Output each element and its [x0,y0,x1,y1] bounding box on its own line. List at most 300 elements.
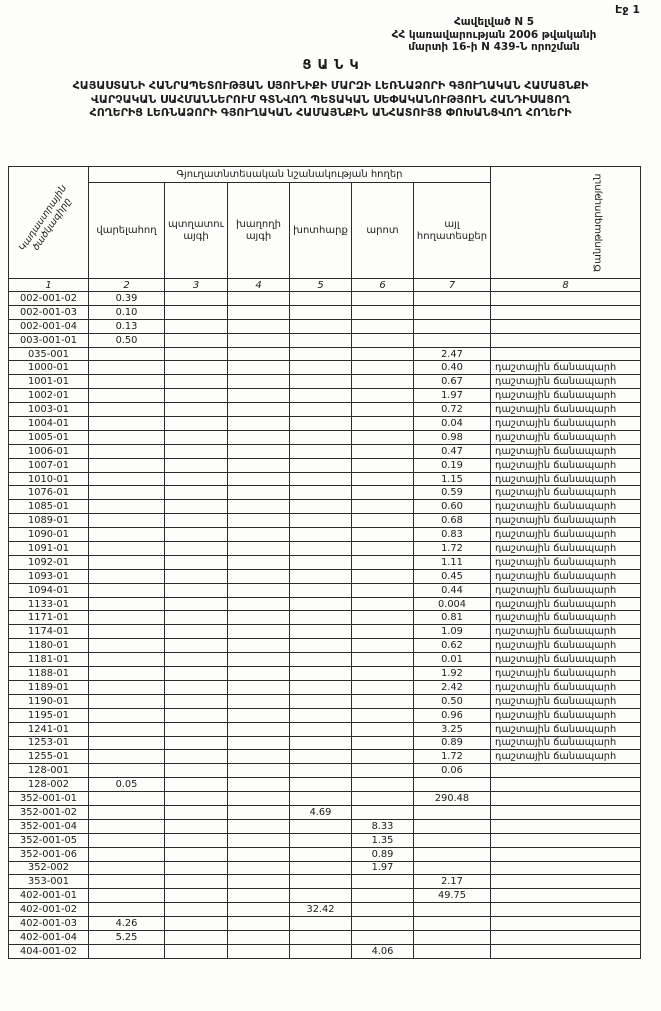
table-row [9,680,641,694]
note-cell [491,292,641,306]
table-row [9,694,641,708]
cadastral-code-cell: 1076-01 [9,486,89,500]
area-value-cell [165,708,228,722]
table-row [9,361,641,375]
cadastral-code-cell: 1255-01 [9,750,89,764]
cadastral-code-cell: 352-001-04 [9,819,89,833]
table-row [9,875,641,889]
table-row [9,597,641,611]
area-value-cell [414,861,491,875]
area-value-cell [290,528,352,542]
area-value-cell [290,403,352,417]
cadastral-code-cell: 1180-01 [9,639,89,653]
cadastral-code-cell: 1174-01 [9,625,89,639]
area-value-cell [89,847,165,861]
area-value-cell [352,319,414,333]
note-cell: դաշտային ճանապարհ [491,694,641,708]
note-cell [491,847,641,861]
area-value-cell [290,639,352,653]
area-value-cell [352,305,414,319]
area-value-cell [414,833,491,847]
cadastral-code-cell: 035-001 [9,347,89,361]
area-value-cell [165,722,228,736]
note-cell: դաշտային ճանապարհ [491,500,641,514]
area-value-cell [290,833,352,847]
area-value-cell [165,625,228,639]
area-value-cell: 0.72 [414,403,491,417]
note-cell [491,833,641,847]
note-cell: դաշտային ճանապարհ [491,361,641,375]
area-value-cell [352,625,414,639]
cadastral-code-cell: 1090-01 [9,528,89,542]
area-value-cell [165,528,228,542]
area-value-cell [165,555,228,569]
area-value-cell: 0.81 [414,611,491,625]
annex-reference-block [379,16,609,54]
column-number-3: 3 [165,279,228,292]
note-cell [491,319,641,333]
area-value-cell [228,653,290,667]
area-value-cell [165,542,228,556]
area-value-cell [352,903,414,917]
document-title: ՑԱՆԿ [302,58,365,73]
area-value-cell [352,361,414,375]
column-number-2: 2 [89,279,165,292]
area-value-cell [352,333,414,347]
cadastral-code-cell: 353-001 [9,875,89,889]
area-value-cell [228,430,290,444]
area-value-cell [228,889,290,903]
area-value-cell [290,458,352,472]
table-row [9,833,641,847]
area-value-cell [352,778,414,792]
document-subtitle [6,79,655,120]
column-number-7: 7 [414,279,491,292]
area-value-cell: 0.96 [414,708,491,722]
note-cell: դաշտային ճանապարհ [491,458,641,472]
area-value-cell [352,875,414,889]
area-value-cell: 0.59 [414,486,491,500]
area-value-cell [352,805,414,819]
cadastral-code-cell: 402-001-04 [9,930,89,944]
subtitle-line-1: ՀԱՅԱՍՏԱՆԻ ՀԱՆՐԱՊԵՏՈՒԹՅԱՆ ՍՅՈՒՆԻՔԻ ՄԱՐԶԻ ԼԵՌՆԱՁՈՐԻ ԳՅՈՒՂԱԿԱՆ ՀԱՄԱՅՆՔԻ [72,79,589,92]
area-value-cell [352,583,414,597]
cadastral-code-cell: 402-001-02 [9,903,89,917]
area-value-cell [290,764,352,778]
table-row [9,430,641,444]
table-row [9,750,641,764]
area-value-cell [290,444,352,458]
table-row [9,569,641,583]
area-value-cell [228,792,290,806]
note-cell: դաշտային ճանապարհ [491,486,641,500]
note-cell: դաշտային ճանապարհ [491,639,641,653]
area-value-cell [290,917,352,931]
area-value-cell [165,430,228,444]
table-row [9,639,641,653]
area-value-cell [165,361,228,375]
area-value-cell [165,889,228,903]
area-value-cell [165,944,228,958]
area-value-cell [89,680,165,694]
note-cell: դաշտային ճանապարհ [491,597,641,611]
area-value-cell [352,542,414,556]
area-value-cell [352,486,414,500]
note-cell: դաշտային ճանապարհ [491,680,641,694]
area-value-cell [228,625,290,639]
note-cell [491,305,641,319]
area-value-cell: 0.60 [414,500,491,514]
cadastral-code-cell: 003-001-01 [9,333,89,347]
area-value-cell: 5.25 [89,930,165,944]
table-row [9,805,641,819]
note-cell: դաշտային ճանապարհ [491,736,641,750]
area-value-cell [414,917,491,931]
area-value-cell [352,347,414,361]
note-cell [491,875,641,889]
area-value-cell [414,319,491,333]
area-value-cell [228,680,290,694]
table-row [9,722,641,736]
cadastral-code-cell: 1093-01 [9,569,89,583]
area-value-cell [352,444,414,458]
area-value-cell [228,583,290,597]
note-cell: դաշտային ճանապարհ [491,417,641,431]
note-cell: դաշտային ճանապարհ [491,375,641,389]
table-row [9,333,641,347]
area-value-cell [228,597,290,611]
area-value-cell [352,667,414,681]
area-value-cell: 2.47 [414,347,491,361]
area-value-cell [414,903,491,917]
area-value-cell [228,847,290,861]
area-value-cell [228,514,290,528]
note-cell: դաշտային ճանապարհ [491,430,641,444]
area-value-cell [89,708,165,722]
area-value-cell: 32.42 [290,903,352,917]
area-value-cell [290,305,352,319]
note-cell: դաշտային ճանապարհ [491,555,641,569]
area-value-cell [290,944,352,958]
area-value-cell [165,417,228,431]
area-value-cell: 0.67 [414,375,491,389]
area-value-cell: 3.25 [414,722,491,736]
note-cell: դաշտային ճանապարհ [491,403,641,417]
cadastral-code-cell: 1002-01 [9,389,89,403]
area-value-cell [352,750,414,764]
area-value-cell [228,903,290,917]
area-value-cell [165,667,228,681]
area-value-cell [165,389,228,403]
area-value-cell [89,375,165,389]
area-value-cell [290,597,352,611]
area-value-cell [89,430,165,444]
area-value-cell: 2.42 [414,680,491,694]
area-value-cell [228,417,290,431]
area-value-cell [290,430,352,444]
cadastral-code-header-label: Կադաստրային ծածկագիրը [16,183,74,254]
area-value-cell [228,917,290,931]
area-value-cell: 0.10 [89,305,165,319]
column-header-orchard: պտղատու այգի [165,183,228,279]
area-value-cell [89,667,165,681]
cadastral-code-cell: 1094-01 [9,583,89,597]
area-value-cell [290,555,352,569]
area-value-cell [89,514,165,528]
table-row [9,611,641,625]
area-value-cell [228,861,290,875]
area-value-cell [89,389,165,403]
column-header-vineyard: խաղողի այգի [228,183,290,279]
table-row [9,292,641,306]
area-value-cell [228,569,290,583]
note-cell [491,792,641,806]
area-value-cell: 1.97 [352,861,414,875]
cadastral-code-header [9,167,89,279]
area-value-cell [352,736,414,750]
cadastral-code-cell: 128-002 [9,778,89,792]
column-number-4: 4 [228,279,290,292]
area-value-cell [165,833,228,847]
note-cell: դաշտային ճանապարհ [491,472,641,486]
area-value-cell [352,792,414,806]
area-value-cell [352,458,414,472]
note-cell: դաշտային ճանապարհ [491,528,641,542]
area-value-cell [290,486,352,500]
note-column-header [491,167,641,279]
cadastral-code-cell: 1091-01 [9,542,89,556]
area-value-cell [165,917,228,931]
table-row [9,944,641,958]
area-value-cell: 0.83 [414,528,491,542]
area-value-cell: 1.92 [414,667,491,681]
cadastral-code-cell: 1195-01 [9,708,89,722]
annex-line-2: ՀՀ կառավարության 2006 թվականի [391,28,597,41]
area-value-cell: 0.19 [414,458,491,472]
area-value-cell [165,819,228,833]
note-cell [491,861,641,875]
area-value-cell [352,653,414,667]
note-cell [491,903,641,917]
area-value-cell [165,694,228,708]
note-cell: դաշտային ճանապարհ [491,611,641,625]
area-value-cell [290,736,352,750]
area-value-cell [89,361,165,375]
area-value-cell: 1.72 [414,542,491,556]
note-column-header-label: Ծանոթագրություն [592,173,604,272]
area-value-cell [89,722,165,736]
area-value-cell [228,458,290,472]
area-value-cell [228,667,290,681]
table-row [9,861,641,875]
table-row [9,847,641,861]
area-value-cell [352,375,414,389]
area-value-cell [290,375,352,389]
area-value-cell [228,333,290,347]
table-row [9,472,641,486]
area-value-cell [290,361,352,375]
area-value-cell [89,500,165,514]
area-value-cell: 2.17 [414,875,491,889]
area-value-cell [165,319,228,333]
column-number-1: 1 [9,279,89,292]
area-value-cell [352,597,414,611]
area-value-cell [352,611,414,625]
note-cell: դաշտային ճանապարհ [491,653,641,667]
table-row [9,375,641,389]
table-row [9,930,641,944]
area-value-cell [290,292,352,306]
area-value-cell: 1.35 [352,833,414,847]
area-value-cell [165,569,228,583]
area-value-cell [352,555,414,569]
table-row [9,514,641,528]
area-value-cell [228,472,290,486]
area-value-cell [290,653,352,667]
note-cell: դաշտային ճանապարհ [491,389,641,403]
column-number-5: 5 [290,279,352,292]
note-cell: դաշտային ճանապարհ [491,569,641,583]
column-header-hayfield: խոտհարք [290,183,352,279]
area-value-cell [414,944,491,958]
area-value-cell [290,847,352,861]
area-value-cell [89,639,165,653]
table-row [9,764,641,778]
area-value-cell [89,694,165,708]
note-cell [491,764,641,778]
area-value-cell: 0.13 [89,319,165,333]
area-value-cell [290,333,352,347]
area-value-cell [290,792,352,806]
area-value-cell [228,375,290,389]
cadastral-code-cell: 1189-01 [9,680,89,694]
area-value-cell: 4.69 [290,805,352,819]
table-row [9,653,641,667]
area-value-cell: 4.26 [89,917,165,931]
cadastral-code-cell: 1010-01 [9,472,89,486]
area-value-cell [414,805,491,819]
area-value-cell: 0.06 [414,764,491,778]
cadastral-code-cell: 1253-01 [9,736,89,750]
area-value-cell [228,750,290,764]
area-value-cell [414,819,491,833]
area-value-cell [165,514,228,528]
area-value-cell [89,819,165,833]
table-row [9,889,641,903]
area-value-cell [228,736,290,750]
area-value-cell [89,597,165,611]
note-cell [491,917,641,931]
note-cell: դաշտային ճանապարհ [491,444,641,458]
area-value-cell [228,389,290,403]
area-value-cell [228,500,290,514]
area-value-cell: 0.44 [414,583,491,597]
area-value-cell: 0.05 [89,778,165,792]
note-cell: դաշտային ճանապարհ [491,625,641,639]
table-row [9,736,641,750]
table-row [9,917,641,931]
cadastral-code-cell: 1085-01 [9,500,89,514]
area-value-cell [228,944,290,958]
area-value-cell [290,708,352,722]
note-cell [491,819,641,833]
area-value-cell [352,680,414,694]
area-value-cell: 0.62 [414,639,491,653]
column-header-other-lands: այլ հողատեսքեր [414,183,491,279]
table-row [9,444,641,458]
cadastral-code-cell: 402-001-01 [9,889,89,903]
area-value-cell [89,542,165,556]
column-number-8: 8 [491,279,641,292]
table-row [9,347,641,361]
cadastral-code-cell: 1001-01 [9,375,89,389]
table-row [9,389,641,403]
table-row [9,486,641,500]
cadastral-code-cell: 1171-01 [9,611,89,625]
note-cell: դաշտային ճանապարհ [491,667,641,681]
area-value-cell [352,500,414,514]
cadastral-code-cell: 1181-01 [9,653,89,667]
column-header-arable: վարելահող [89,183,165,279]
area-value-cell [290,514,352,528]
area-value-cell [89,583,165,597]
table-row [9,458,641,472]
area-value-cell: 0.47 [414,444,491,458]
area-value-cell: 1.11 [414,555,491,569]
cadastral-code-cell: 002-001-04 [9,319,89,333]
area-value-cell [352,403,414,417]
table-row [9,528,641,542]
area-value-cell [89,653,165,667]
area-value-cell [165,764,228,778]
area-value-cell [414,847,491,861]
cadastral-code-cell: 1188-01 [9,667,89,681]
area-value-cell [228,833,290,847]
table-row [9,542,641,556]
area-value-cell [89,347,165,361]
area-value-cell [89,833,165,847]
area-value-cell [165,736,228,750]
cadastral-code-cell: 1092-01 [9,555,89,569]
area-value-cell [290,500,352,514]
area-value-cell [89,861,165,875]
cadastral-code-cell: 002-001-02 [9,292,89,306]
area-value-cell: 0.68 [414,514,491,528]
area-value-cell [89,805,165,819]
area-value-cell [89,792,165,806]
area-value-cell [165,847,228,861]
area-value-cell: 1.15 [414,472,491,486]
area-value-cell [165,333,228,347]
area-value-cell [352,917,414,931]
area-value-cell [165,930,228,944]
area-value-cell [414,292,491,306]
table-row [9,403,641,417]
area-value-cell [228,764,290,778]
area-value-cell [165,903,228,917]
cadastral-code-cell: 128-001 [9,764,89,778]
area-value-cell [228,403,290,417]
area-value-cell [352,639,414,653]
area-value-cell [89,472,165,486]
area-value-cell [89,903,165,917]
table-row [9,708,641,722]
area-value-cell [290,930,352,944]
area-value-cell [290,680,352,694]
note-cell: դաշտային ճանապարհ [491,708,641,722]
area-value-cell [290,875,352,889]
cadastral-code-cell: 1133-01 [9,597,89,611]
